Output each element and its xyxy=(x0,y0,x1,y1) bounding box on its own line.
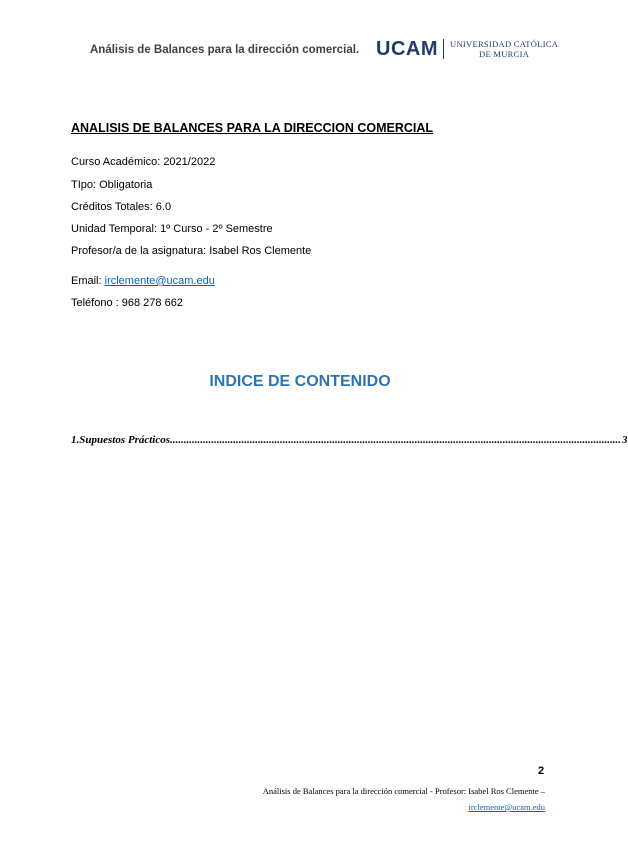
logo-text xyxy=(450,39,558,59)
page-number: 2 xyxy=(538,765,545,777)
document-title: ANALISIS DE BALANCES PARA LA DIRECCION COMERCIAL xyxy=(71,121,434,135)
logo-divider xyxy=(443,39,444,59)
info-email-row xyxy=(71,275,215,287)
email-link[interactable]: irclemente@ucam.edu xyxy=(104,275,215,287)
info-course-year: Curso Académico: 2021/2022 xyxy=(71,156,216,168)
logo-line-2: DE MURCIA xyxy=(479,49,530,59)
toc-entry[interactable] xyxy=(71,434,628,446)
ucam-logo xyxy=(376,36,558,62)
toc-entry-page: 3 xyxy=(622,434,628,446)
email-label: Email: xyxy=(71,275,105,287)
toc-heading: INDICE DE CONTENIDO xyxy=(209,373,391,390)
header-title: Análisis de Balances para la dirección comercial. xyxy=(90,44,360,56)
info-phone: Teléfono : 968 278 662 xyxy=(71,297,183,309)
logo-mark: UCAM xyxy=(376,37,438,60)
info-type: TIpo: Obligatoria xyxy=(71,179,153,191)
footer-text: Análisis de Balances para la dirección comercial - Profesor: Isabel Ros Clemente – xyxy=(262,786,545,796)
toc-entry-number: 1. xyxy=(71,434,80,446)
info-professor: Profesor/a de la asignatura: Isabel Ros Clemente xyxy=(71,245,312,257)
info-credits: Créditos Totales: 6.0 xyxy=(71,201,172,213)
footer-email-link[interactable]: irclemente@ucam.edu xyxy=(468,802,545,812)
logo-line-1: UNIVERSIDAD CATÓLICA xyxy=(450,39,559,49)
info-semester: Unidad Temporal: 1º Curso - 2º Semestre xyxy=(71,223,273,235)
toc-leader-dots: .................................................................................................................................................................... xyxy=(170,434,622,446)
toc-entry-label: Supuestos Prácticos xyxy=(79,434,171,446)
